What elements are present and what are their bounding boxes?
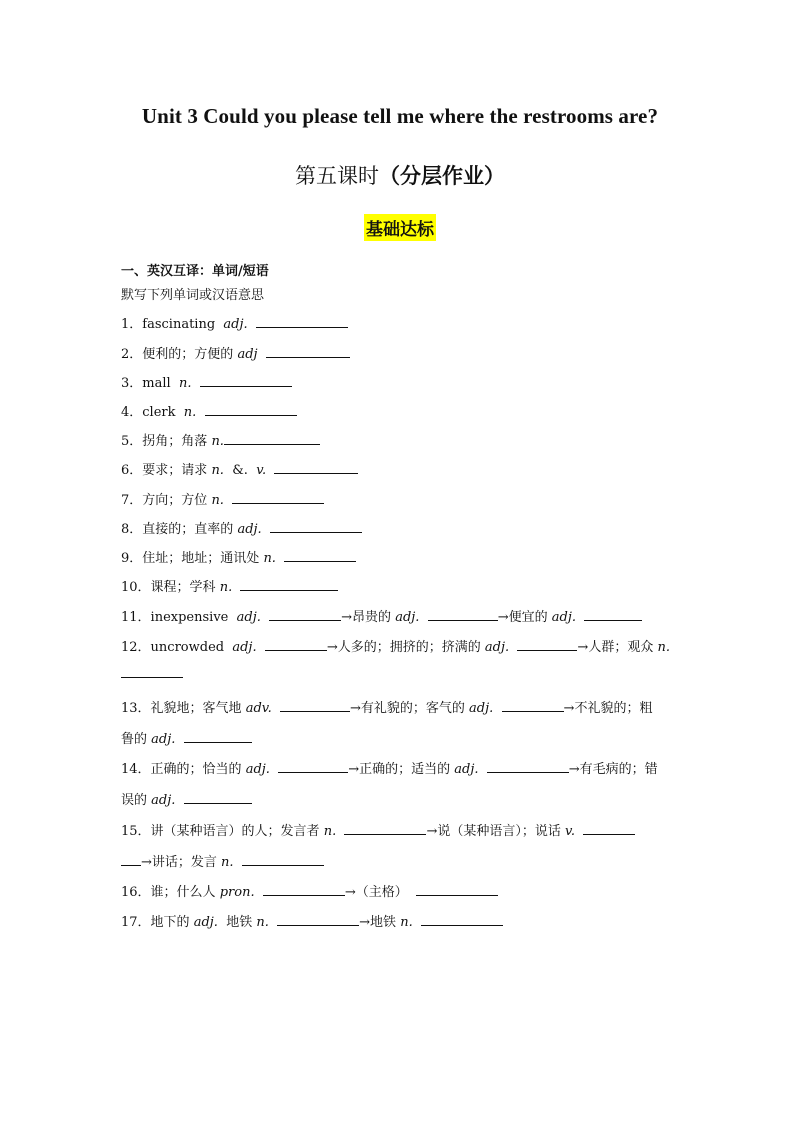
- question-text: →人多的；拥挤的；挤满的: [326, 640, 481, 655]
- question-text: 住址；地址；通讯处: [142, 551, 260, 566]
- question-5: [121, 430, 320, 449]
- answer-blank[interactable]: [184, 730, 252, 743]
- answer-blank[interactable]: [517, 638, 577, 651]
- question-text: &.: [232, 463, 248, 478]
- question-text: n.: [657, 640, 670, 655]
- question-4: [121, 401, 297, 420]
- question-text: →说（某种语言）；说话: [426, 824, 561, 839]
- question-text: 拐角；角落: [142, 434, 208, 449]
- question-text: adj.: [551, 610, 576, 625]
- level-badge: 基础达标: [364, 214, 436, 241]
- answer-blank[interactable]: [502, 699, 564, 712]
- answer-blank[interactable]: [265, 638, 327, 651]
- question-11: [121, 606, 642, 625]
- question-text: 正确的；恰当的: [150, 762, 242, 777]
- page-title: Unit 3 Could you please tell me where the restrooms are?: [141, 104, 659, 128]
- question-text: 方向；方位: [142, 493, 208, 508]
- question-text: →有礼貌的；客气的: [349, 701, 465, 716]
- question-text: 地下的: [150, 915, 190, 930]
- question-text: 16．: [121, 885, 151, 900]
- answer-blank[interactable]: [487, 760, 569, 773]
- question-text: →便宜的: [497, 610, 548, 625]
- question-13: [121, 697, 652, 716]
- question-text: 4．: [121, 405, 143, 420]
- question-text: v.: [256, 463, 267, 478]
- question-text: →有毛病的；错: [568, 762, 658, 777]
- question-text: n.: [183, 405, 197, 420]
- answer-blank[interactable]: [200, 374, 292, 387]
- question-text: 6．: [121, 463, 143, 478]
- question-text: 8．: [121, 522, 143, 537]
- question-text: adj.: [236, 610, 261, 625]
- question-16: [121, 881, 498, 900]
- question-text: clerk: [142, 405, 176, 420]
- question-text: 1．: [121, 317, 143, 332]
- answer-blank[interactable]: [240, 578, 338, 591]
- question-text: 9．: [121, 551, 143, 566]
- question-text: inexpensive: [150, 610, 229, 625]
- answer-blank[interactable]: [280, 699, 350, 712]
- question-text: →地铁: [359, 915, 397, 930]
- section-heading: 一、英汉互译：单词/短语: [121, 264, 269, 279]
- answer-blank[interactable]: [421, 913, 503, 926]
- question-text: 11．: [121, 610, 151, 625]
- question-14: [121, 758, 658, 777]
- question-text: adj.: [232, 640, 257, 655]
- question-text: 讲（某种语言）的人；发言者: [150, 824, 320, 839]
- question-text: 2．: [121, 347, 143, 362]
- lesson-type: （分层作业）: [379, 163, 505, 188]
- question-text: n.: [263, 551, 276, 566]
- question-text: adj.: [245, 762, 270, 777]
- question-text: →昂贵的: [341, 610, 392, 625]
- question-text: 15．: [121, 824, 151, 839]
- lesson-number: 第五课时: [295, 164, 379, 188]
- question-text: 地铁: [226, 915, 253, 930]
- question-text: 3．: [121, 376, 143, 391]
- answer-blank[interactable]: [256, 315, 348, 328]
- question-15-cont: [121, 851, 324, 870]
- answer-blank[interactable]: [263, 883, 345, 896]
- question-text: adj.: [193, 915, 218, 930]
- question-15: [121, 820, 635, 839]
- question-text: →人群；观众: [577, 640, 654, 655]
- answer-blank[interactable]: [416, 883, 498, 896]
- question-text: n.: [219, 580, 233, 595]
- question-text: adv.: [245, 701, 272, 716]
- answer-blank[interactable]: [270, 520, 362, 533]
- question-text: adj.: [223, 317, 248, 332]
- question-text: →正确的；适当的: [348, 762, 451, 777]
- answer-blank[interactable]: [278, 760, 348, 773]
- question-text: n.: [211, 463, 224, 478]
- question-1: [121, 313, 348, 332]
- question-text: n.: [400, 915, 413, 930]
- question-text: adj: [237, 347, 258, 362]
- question-text: →讲话；发言: [141, 855, 217, 870]
- question-text: n.: [221, 855, 234, 870]
- question-text: adj.: [469, 701, 494, 716]
- question-17: [121, 911, 503, 930]
- answer-blank[interactable]: [224, 432, 320, 445]
- question-text: uncrowded: [150, 640, 225, 655]
- question-text: adj.: [484, 640, 510, 655]
- question-text: n.: [256, 915, 269, 930]
- question-text: adj.: [454, 762, 479, 777]
- answer-blank[interactable]: [344, 822, 426, 835]
- answer-blank[interactable]: [269, 608, 341, 621]
- answer-blank[interactable]: [232, 491, 324, 504]
- answer-blank[interactable]: [121, 665, 183, 678]
- question-10: [121, 576, 338, 595]
- question-text: n.: [178, 376, 192, 391]
- question-13-cont: [121, 728, 252, 747]
- question-text: 课程；学科: [150, 580, 216, 595]
- question-14-cont: [121, 789, 252, 808]
- question-text: n.: [323, 824, 337, 839]
- answer-blank[interactable]: [266, 345, 350, 358]
- question-text: 7．: [121, 493, 143, 508]
- question-text: adj.: [237, 522, 262, 537]
- question-text: adj.: [151, 793, 176, 808]
- question-text: 10．: [121, 580, 151, 595]
- question-text: →（主格）: [344, 885, 408, 900]
- question-text: n.: [211, 434, 224, 449]
- question-2: [121, 343, 350, 362]
- question-text: mall: [142, 376, 171, 391]
- answer-blank[interactable]: [583, 822, 635, 835]
- question-text: 要求；请求: [142, 463, 208, 478]
- answer-blank[interactable]: [205, 403, 297, 416]
- question-text: 鲁的: [121, 732, 148, 747]
- instruction: 默写下列单词或汉语意思: [121, 288, 265, 303]
- question-text: →不礼貌的；粗: [563, 701, 653, 716]
- question-text: 直接的；直率的: [142, 522, 234, 537]
- answer-blank[interactable]: [184, 791, 252, 804]
- question-text: 便利的；方便的: [142, 347, 234, 362]
- question-text: v.: [565, 824, 575, 839]
- answer-blank[interactable]: [274, 461, 358, 474]
- answer-blank[interactable]: [428, 608, 498, 621]
- question-12-cont: [121, 665, 183, 682]
- answer-blank[interactable]: [277, 913, 359, 926]
- answer-blank[interactable]: [242, 853, 324, 866]
- question-text: 12．: [121, 640, 151, 655]
- question-text: 误的: [121, 793, 148, 808]
- question-text: 13．: [121, 701, 151, 716]
- question-6: [121, 459, 358, 478]
- question-text: 14．: [121, 762, 151, 777]
- question-9: [121, 547, 356, 566]
- question-text: adj.: [395, 610, 420, 625]
- question-text: adj.: [151, 732, 176, 747]
- question-text: 谁；什么人: [150, 885, 216, 900]
- question-text: pron.: [219, 885, 255, 900]
- question-8: [121, 518, 362, 537]
- lesson-subtitle: [0, 160, 800, 190]
- question-text: fascinating: [142, 317, 216, 332]
- question-3: [121, 372, 292, 391]
- answer-blank[interactable]: [121, 853, 141, 866]
- answer-blank[interactable]: [284, 549, 356, 562]
- question-text: 5．: [121, 434, 143, 449]
- question-12: [121, 636, 670, 655]
- question-text: n.: [211, 493, 224, 508]
- answer-blank[interactable]: [584, 608, 642, 621]
- question-text: 17．: [121, 915, 151, 930]
- question-text: 礼貌地；客气地: [150, 701, 242, 716]
- question-7: [121, 489, 324, 508]
